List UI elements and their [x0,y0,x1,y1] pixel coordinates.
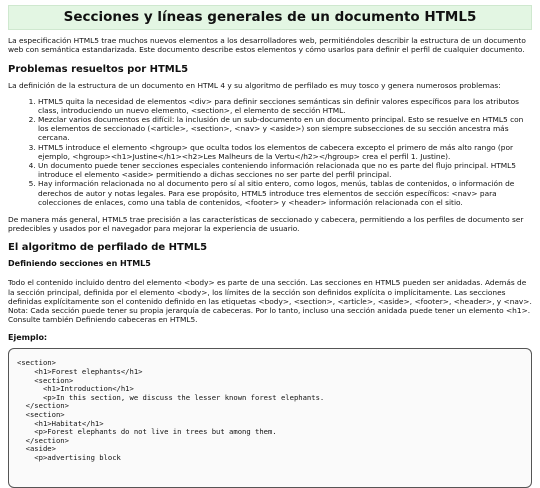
problems-lead: La definición de la estructura de un documento en HTML 4 y su algoritmo de perfilado es muy tosco y genera numerosos problemas: [8,81,501,91]
code-line: </section> [17,435,69,445]
code-line: <section> [17,410,65,420]
code-example [8,348,532,488]
code-line: <p>advertising block [17,453,121,462]
list-item: 3. HTML5 introduce el elemento <hgroup> que oculta todos los elementos de cabecera excepto el primero de más alto rango (por ejemplo, <hgroup><h1>Justine</h1><h2>Les Malheurs de la Vertu</h2></hgroup> crea el perfil 1. Justine). [38,143,532,161]
problems-summary: De manera más general, HTML5 trae precisión a las características de seccionado y cabecera, permitiendo a los perfiles de documento ser predecibles y usados por el navegador para mejorar la experiencia de usuario. [8,215,524,234]
code-line: <h1>Habitat</h1> [17,418,104,428]
code-line: <section> [17,375,74,385]
algorithm-heading: El algoritmo de perfilado de HTML5 [8,242,208,254]
intro-paragraph: La especificación HTML5 trae muchos nuevos elementos a los desarrolladores web, permitiéndoles describir la estructura de un documento web con semántica estandarizada. Este documento describe estos elementos y cómo usarlos para definir el perfil de cualquier documento. [8,36,526,55]
code-line: <h1>Introduction</h1> [17,384,134,394]
problems-heading: Problemas resueltos por HTML5 [8,64,189,76]
document-page [0,5,540,488]
sections-subheading: Definiendo secciones en HTML5 [8,259,151,269]
code-line: <p>Forest elephants do not live in trees but among them. [17,427,277,437]
code-line: <h1>Forest elephants</h1> [17,367,143,377]
list-item: 2. Mezclar varios documentos es difícil: la inclusión de un sub-documento en un documento principal. Esto se resuelve en HTML5 con los elementos de seccionado (<article>, <section>, <nav> y <aside>) son siempre subsecciones de su sección ancestra más cercana. [38,115,532,143]
list-item: 5. Hay información relacionada no al documento pero sí al sitio entero, como logos, menús, tablas de contenidos, o información de derechos de autor y notas legales. Para ese propósito, HTML5 introduce tres elementos de sección específicos: <nav> para colecciones de enlaces, como una tabla de contenidos, <footer> y <header> información relacionada con el sitio. [38,179,532,207]
code-line: <section> [17,358,56,368]
problems-list [8,97,532,207]
sections-paragraph: Todo el contenido incluido dentro del elemento <body> es parte de una sección. Las secciones en HTML5 pueden ser anidadas. Además de la sección principal, definida por el elemento <body>, los límites de la sección son definidos explícita o implícitamente. Las secciones definidas explícitamente son el contenido definido en las etiquetas <body>, <section>, <article>, <aside>, <footer>, <header>, y <nav>. Nota: Cada sección puede tener su propia jerarquía de cabeceras. Por lo tanto, incluso una sección anidada puede tener un elemento <h1>. Consulte también Definiendo cabeceras en HTML5. [8,278,532,325]
list-item: 4. Un documento puede tener secciones especiales conteniendo información relacionada que no es parte del flujo principal. HTML5 introduce el elemento <aside> permitiendo a dichas secciones no ser parte del perfil principal. [38,161,532,179]
code-line: <p>In this section, we discuss the lesser known forest elephants. [17,392,325,402]
code-line: </section> [17,401,69,411]
example-label: Ejemplo: [8,333,48,343]
code-line: <aside> [17,444,56,454]
list-item: 1. HTML5 quita la necesidad de elementos <div> para definir secciones semánticas sin definir valores específicos para los atributos class, introduciendo un nuevo elemento, <section>, el elemento de sección HTML. [38,97,532,115]
title-banner [8,5,532,30]
page-title: Secciones y líneas generales de un documento HTML5 [63,9,477,25]
